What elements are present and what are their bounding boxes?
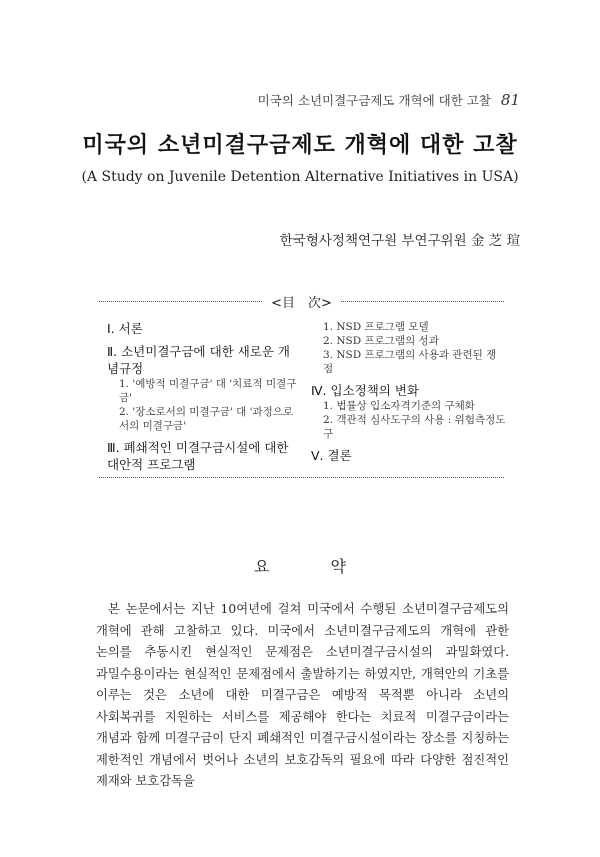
toc-left-column — [107, 320, 297, 473]
page-number: 81 — [500, 91, 520, 109]
abstract-heading: 요 약 — [254, 557, 374, 576]
table-of-contents — [99, 296, 506, 478]
toc-section: Ⅳ. 입소정책의 변화 — [311, 383, 419, 398]
toc-section: Ⅲ. 폐쇄적인 미결구금시설에 대한 대안적 프로그램 — [107, 440, 289, 472]
paper-title: 미국의 소년미결구금제도 개혁에 대한 고찰 — [82, 133, 518, 158]
toc-subsection: 2. 객관적 심사도구의 사용 : 위험측정도구 — [323, 414, 506, 440]
toc-section: Ⅴ. 결론 — [311, 448, 352, 463]
toc-subsection: 1. NSD 프로그램 모델 — [323, 321, 429, 333]
abstract-body: 본 논문에서는 지난 10여년에 걸쳐 미국에서 수행된 소년미결구금제도의 개혁에 관해 고찰하고 있다. 미국에서 소년미결구금제도의 개혁에 관한 논의를 추동시킨 현실적인 문제점은 소년미결구금시설의 과밀화였다. 과밀수용이라는 현실적인 문제점에서 출발하기는 하였지만, 개혁안의 기초를 이루는 것은 소년에 대한 미결구금은 예방적 목적뿐 아니라 소년의 사회복귀를 지원하는 서비스를 제공해야 한다는 치료적 미결구금이라는 개념과 함께 미결구금이 단지 폐쇄적인 미결구금시설이라는 장소를 지칭하는 제한적인 개념에서 벗어나 소년의 보호감독의 필요에 따라 다양한 점진적인 제재와 보호감독을 — [96, 602, 509, 788]
toc-heading: <目 次> — [263, 296, 340, 311]
toc-right-column — [311, 320, 506, 464]
toc-subsection: 1. 법률상 입소자격기준의 구체화 — [323, 400, 475, 412]
toc-subsection: 1. '예방적 미결구금' 대 '치료적 미결구금' — [119, 378, 297, 404]
author-line: 한국형사정책연구원 부연구위원 金 芝 瑄 — [279, 233, 520, 249]
paper-subtitle: (A Study on Juvenile Detention Alternative Initiatives in USA) — [81, 169, 519, 185]
toc-section: Ⅰ. 서론 — [107, 321, 143, 336]
toc-subsection: 3. NSD 프로그램의 사용과 관련된 쟁점 — [323, 349, 497, 375]
toc-section: Ⅱ. 소년미결구금에 대한 새로운 개념규정 — [107, 344, 290, 376]
running-head — [220, 91, 520, 109]
toc-subsection: 2. '장소로서의 미결구금' 대 '과정으로서의 미결구금' — [119, 406, 294, 432]
toc-subsection: 2. NSD 프로그램의 성과 — [323, 335, 439, 347]
running-head-text: 미국의 소년미결구금제도 개혁에 대한 고찰 — [257, 93, 491, 108]
